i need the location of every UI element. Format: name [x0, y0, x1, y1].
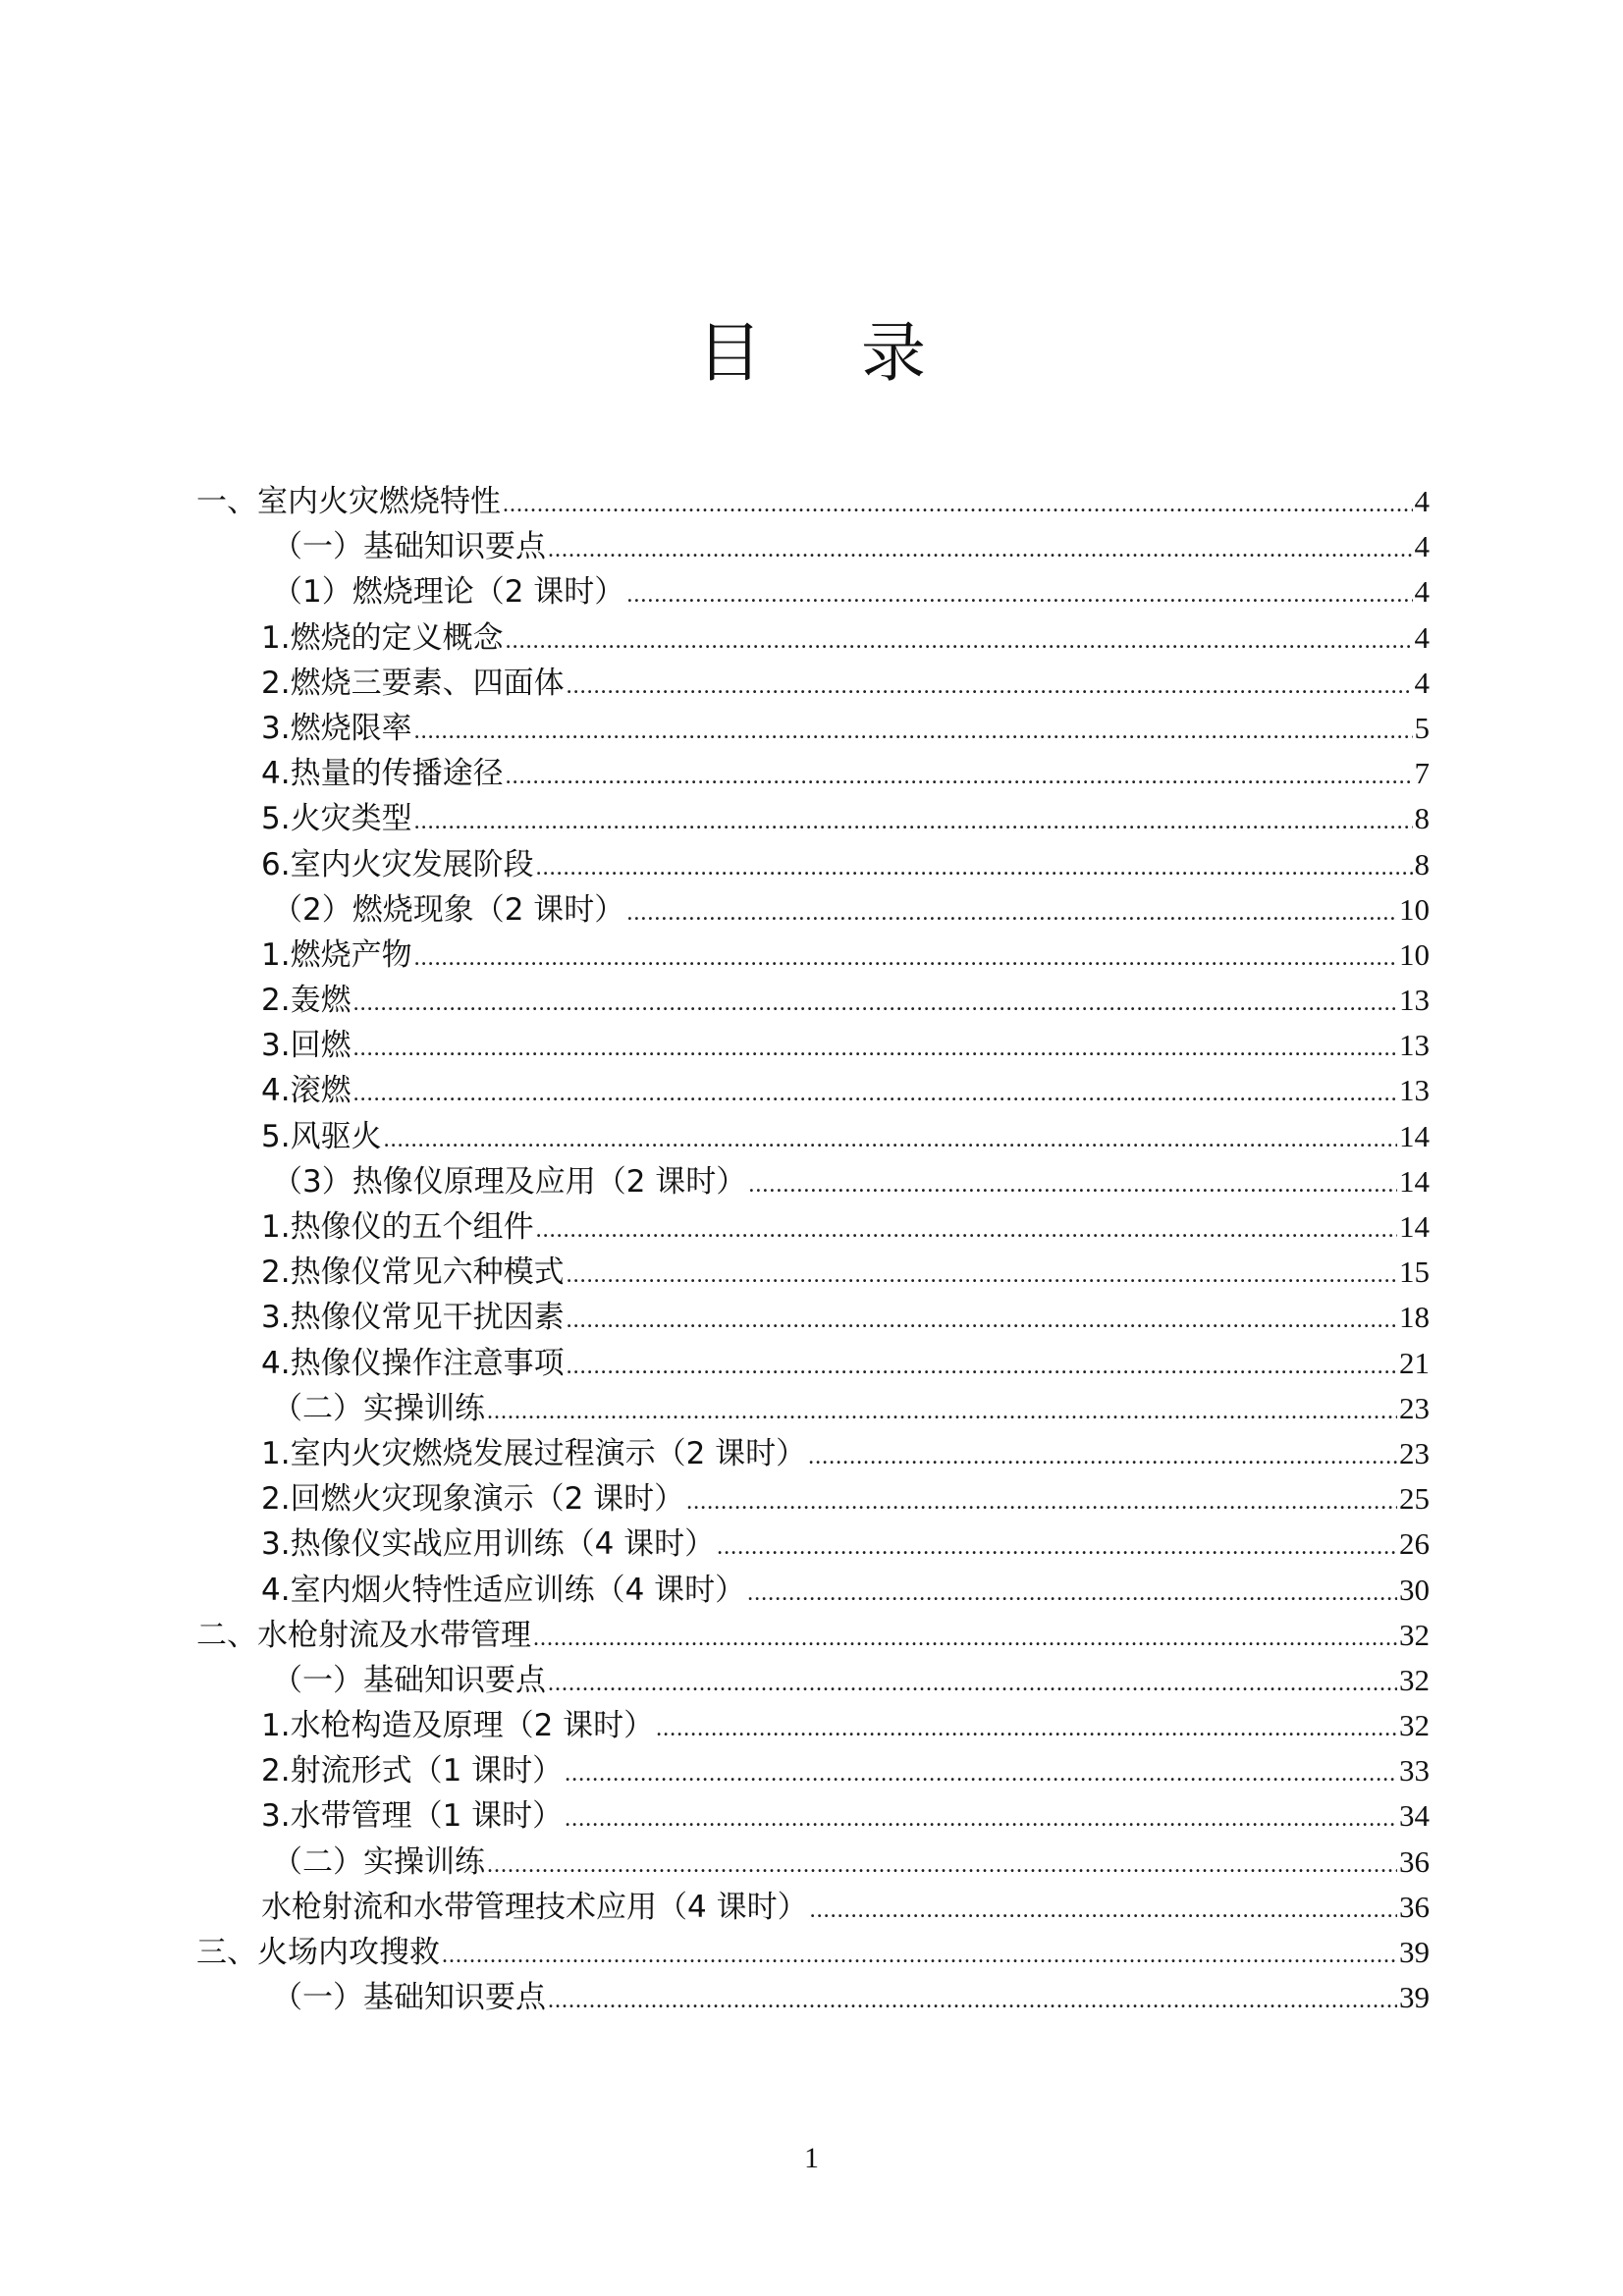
toc-entry-title: （二）实操训练	[272, 1390, 485, 1426]
toc-entry-page: 13	[1399, 1073, 1430, 1108]
toc-entry-title: 二、水枪射流及水带管理	[196, 1617, 531, 1653]
toc-entry[interactable]	[196, 796, 1430, 841]
toc-entry-page: 36	[1399, 1843, 1430, 1879]
toc-entry[interactable]	[196, 751, 1430, 796]
toc-entry[interactable]	[196, 1703, 1430, 1748]
toc-entry[interactable]	[196, 1568, 1430, 1613]
toc-leader-dots	[565, 1751, 1397, 1796]
toc-leader-dots	[626, 890, 1397, 935]
toc-entry-page: 25	[1399, 1481, 1430, 1517]
toc-entry[interactable]	[196, 978, 1430, 1023]
toc-entry-title: （一）基础知识要点	[272, 1980, 546, 2016]
toc-leader-dots	[686, 1479, 1397, 1524]
toc-entry-page: 32	[1399, 1708, 1430, 1743]
toc-entry[interactable]	[196, 1114, 1430, 1159]
toc-entry-page: 14	[1399, 1118, 1430, 1153]
toc-entry[interactable]	[196, 1613, 1430, 1658]
toc-leader-dots	[717, 1524, 1397, 1570]
toc-entry[interactable]	[196, 1522, 1430, 1567]
toc-entry-page: 15	[1399, 1255, 1430, 1290]
toc-leader-dots	[808, 1434, 1397, 1479]
toc-leader-dots	[442, 1933, 1397, 1978]
page-title: 目 录	[697, 315, 965, 391]
toc-leader-dots	[536, 1207, 1397, 1253]
toc-entry[interactable]	[196, 1204, 1430, 1250]
toc-entry-page: 26	[1399, 1526, 1430, 1562]
toc-entry-page: 14	[1399, 1209, 1430, 1244]
toc-leader-dots	[506, 754, 1413, 799]
toc-entry-page: 30	[1399, 1572, 1430, 1607]
toc-entry-title: （1）燃烧理论（2 课时）	[272, 574, 625, 611]
toc-entry[interactable]	[196, 569, 1430, 614]
toc-entry[interactable]	[196, 1885, 1430, 1930]
toc-entry-page: 34	[1399, 1798, 1430, 1834]
toc-leader-dots	[536, 845, 1413, 890]
toc-entry-title: 3.热像仪常见干扰因素	[261, 1300, 565, 1336]
toc-entry-page: 39	[1399, 1935, 1430, 1969]
toc-entry-title: （二）实操训练	[272, 1843, 485, 1880]
toc-entry[interactable]	[196, 1386, 1430, 1431]
toc-entry[interactable]	[196, 887, 1430, 933]
toc-entry-title: 一、室内火灾燃烧特性	[196, 484, 501, 519]
toc-entry-page: 5	[1414, 710, 1430, 745]
toc-entry-title: （3）热像仪原理及应用（2 课时）	[272, 1163, 747, 1200]
page-number: 1	[804, 2142, 819, 2174]
toc-entry-title: 5.火灾类型	[261, 801, 412, 837]
toc-entry-title: 1.水枪构造及原理（2 课时）	[261, 1708, 655, 1744]
toc-leader-dots	[384, 1117, 1397, 1162]
toc-entry-title: 6.室内火灾发展阶段	[261, 846, 534, 882]
toc-entry-page: 7	[1414, 756, 1430, 791]
toc-entry-title: 4.室内烟火特性适应训练（4 课时）	[261, 1572, 746, 1608]
toc-entry-page: 4	[1414, 484, 1430, 518]
toc-entry-title: 3.燃烧限率	[261, 710, 412, 746]
toc-leader-dots	[548, 527, 1413, 572]
toc-entry[interactable]	[196, 1840, 1430, 1885]
toc-leader-dots	[748, 1162, 1397, 1207]
toc-entry[interactable]	[196, 661, 1430, 706]
toc-entry-page: 4	[1414, 529, 1430, 564]
toc-entry[interactable]	[196, 933, 1430, 978]
toc-entry[interactable]	[196, 1023, 1430, 1068]
toc-leader-dots	[353, 981, 1397, 1026]
toc-entry[interactable]	[196, 1748, 1430, 1793]
toc-entry[interactable]	[196, 1975, 1430, 2020]
toc-entry[interactable]	[196, 1341, 1430, 1386]
toc-entry-title: 4.热像仪操作注意事项	[261, 1345, 565, 1381]
toc-entry-title: 三、火场内攻搜救	[196, 1935, 440, 1970]
toc-leader-dots	[503, 482, 1413, 527]
toc-leader-dots	[656, 1706, 1397, 1751]
toc-entry-page: 4	[1414, 574, 1430, 610]
toc-entry-page: 10	[1399, 936, 1430, 972]
toc-entry-title: 水枪射流和水带管理技术应用（4 课时）	[261, 1889, 808, 1925]
toc-entry-title: 2.射流形式（1 课时）	[261, 1753, 564, 1789]
toc-entry[interactable]	[196, 1068, 1430, 1113]
toc-entry-title: 2.回燃火灾现象演示（2 课时）	[261, 1481, 685, 1518]
toc-entry-page: 10	[1399, 891, 1430, 927]
toc-leader-dots	[567, 1344, 1397, 1389]
toc-leader-dots	[414, 799, 1413, 844]
toc-entry-title: （一）基础知识要点	[272, 529, 546, 565]
toc-entry-page: 4	[1414, 665, 1430, 700]
toc-entry-page: 32	[1399, 1617, 1430, 1652]
toc-leader-dots	[548, 1978, 1397, 2023]
toc-leader-dots	[747, 1571, 1397, 1616]
toc-entry-page: 8	[1414, 846, 1430, 881]
toc-entry[interactable]	[196, 1431, 1430, 1476]
toc-entry-title: 1.燃烧产物	[261, 936, 412, 973]
toc-entry-title: 2.燃烧三要素、四面体	[261, 665, 565, 701]
toc-entry[interactable]	[196, 1250, 1430, 1295]
toc-leader-dots	[565, 1796, 1397, 1842]
toc-entry-title: 1.热像仪的五个组件	[261, 1209, 534, 1245]
toc-leader-dots	[626, 572, 1412, 617]
toc-entry-title: 1.燃烧的定义概念	[261, 619, 504, 656]
toc-leader-dots	[414, 709, 1413, 754]
toc-leader-dots	[506, 618, 1413, 664]
toc-leader-dots	[533, 1616, 1397, 1661]
toc-entry-page: 33	[1399, 1753, 1430, 1789]
toc-entry-title: 2.轰燃	[261, 983, 352, 1019]
toc-leader-dots	[487, 1389, 1397, 1434]
toc-entry-page: 13	[1399, 983, 1430, 1018]
toc-entry[interactable]	[196, 1930, 1430, 1975]
toc-leader-dots	[567, 1253, 1397, 1298]
toc-entry[interactable]	[196, 706, 1430, 751]
toc-entry-title: 3.回燃	[261, 1028, 352, 1064]
toc-entry-page: 32	[1399, 1662, 1430, 1697]
toc-leader-dots	[353, 1026, 1397, 1071]
toc-entry-title: 5.风驱火	[261, 1118, 382, 1154]
toc-leader-dots	[810, 1888, 1397, 1933]
toc-entry-page: 14	[1399, 1163, 1430, 1199]
toc-leader-dots	[353, 1071, 1397, 1116]
toc-entry[interactable]	[196, 1159, 1430, 1204]
toc-entry-title: （2）燃烧现象（2 课时）	[272, 891, 625, 928]
toc-leader-dots	[414, 935, 1397, 981]
toc-entry[interactable]	[196, 1476, 1430, 1522]
toc-entry[interactable]	[196, 1658, 1430, 1703]
toc-entry-page: 21	[1399, 1345, 1430, 1380]
toc-leader-dots	[487, 1842, 1397, 1888]
toc-entry-page: 23	[1399, 1435, 1430, 1470]
toc-leader-dots	[567, 664, 1413, 709]
toc-entry-title: 4.热量的传播途径	[261, 756, 504, 792]
toc-entry-page: 39	[1399, 1980, 1430, 2015]
toc-entry[interactable]	[196, 615, 1430, 661]
toc-entry[interactable]	[196, 524, 1430, 569]
toc-entry[interactable]	[196, 479, 1430, 524]
toc-entry-title: 3.热像仪实战应用训练（4 课时）	[261, 1526, 716, 1563]
toc-entry-page: 36	[1399, 1889, 1430, 1924]
toc-entry[interactable]	[196, 1295, 1430, 1340]
toc-leader-dots	[567, 1298, 1397, 1343]
toc-entry-page: 18	[1399, 1300, 1430, 1335]
toc-entry-title: 1.室内火灾燃烧发展过程演示（2 课时）	[261, 1435, 807, 1471]
toc-entry-title: 4.滚燃	[261, 1073, 352, 1109]
table-of-contents	[196, 479, 1430, 2020]
toc-entry-page: 8	[1414, 801, 1430, 836]
toc-entry-title: 2.热像仪常见六种模式	[261, 1255, 565, 1291]
toc-leader-dots	[548, 1661, 1397, 1706]
toc-entry-title: （一）基础知识要点	[272, 1662, 546, 1698]
toc-entry-title: 3.水带管理（1 课时）	[261, 1798, 564, 1835]
toc-entry-page: 23	[1399, 1390, 1430, 1425]
toc-entry[interactable]	[196, 842, 1430, 887]
toc-entry[interactable]	[196, 1793, 1430, 1839]
toc-entry-page: 13	[1399, 1028, 1430, 1063]
toc-entry-page: 4	[1414, 619, 1430, 655]
